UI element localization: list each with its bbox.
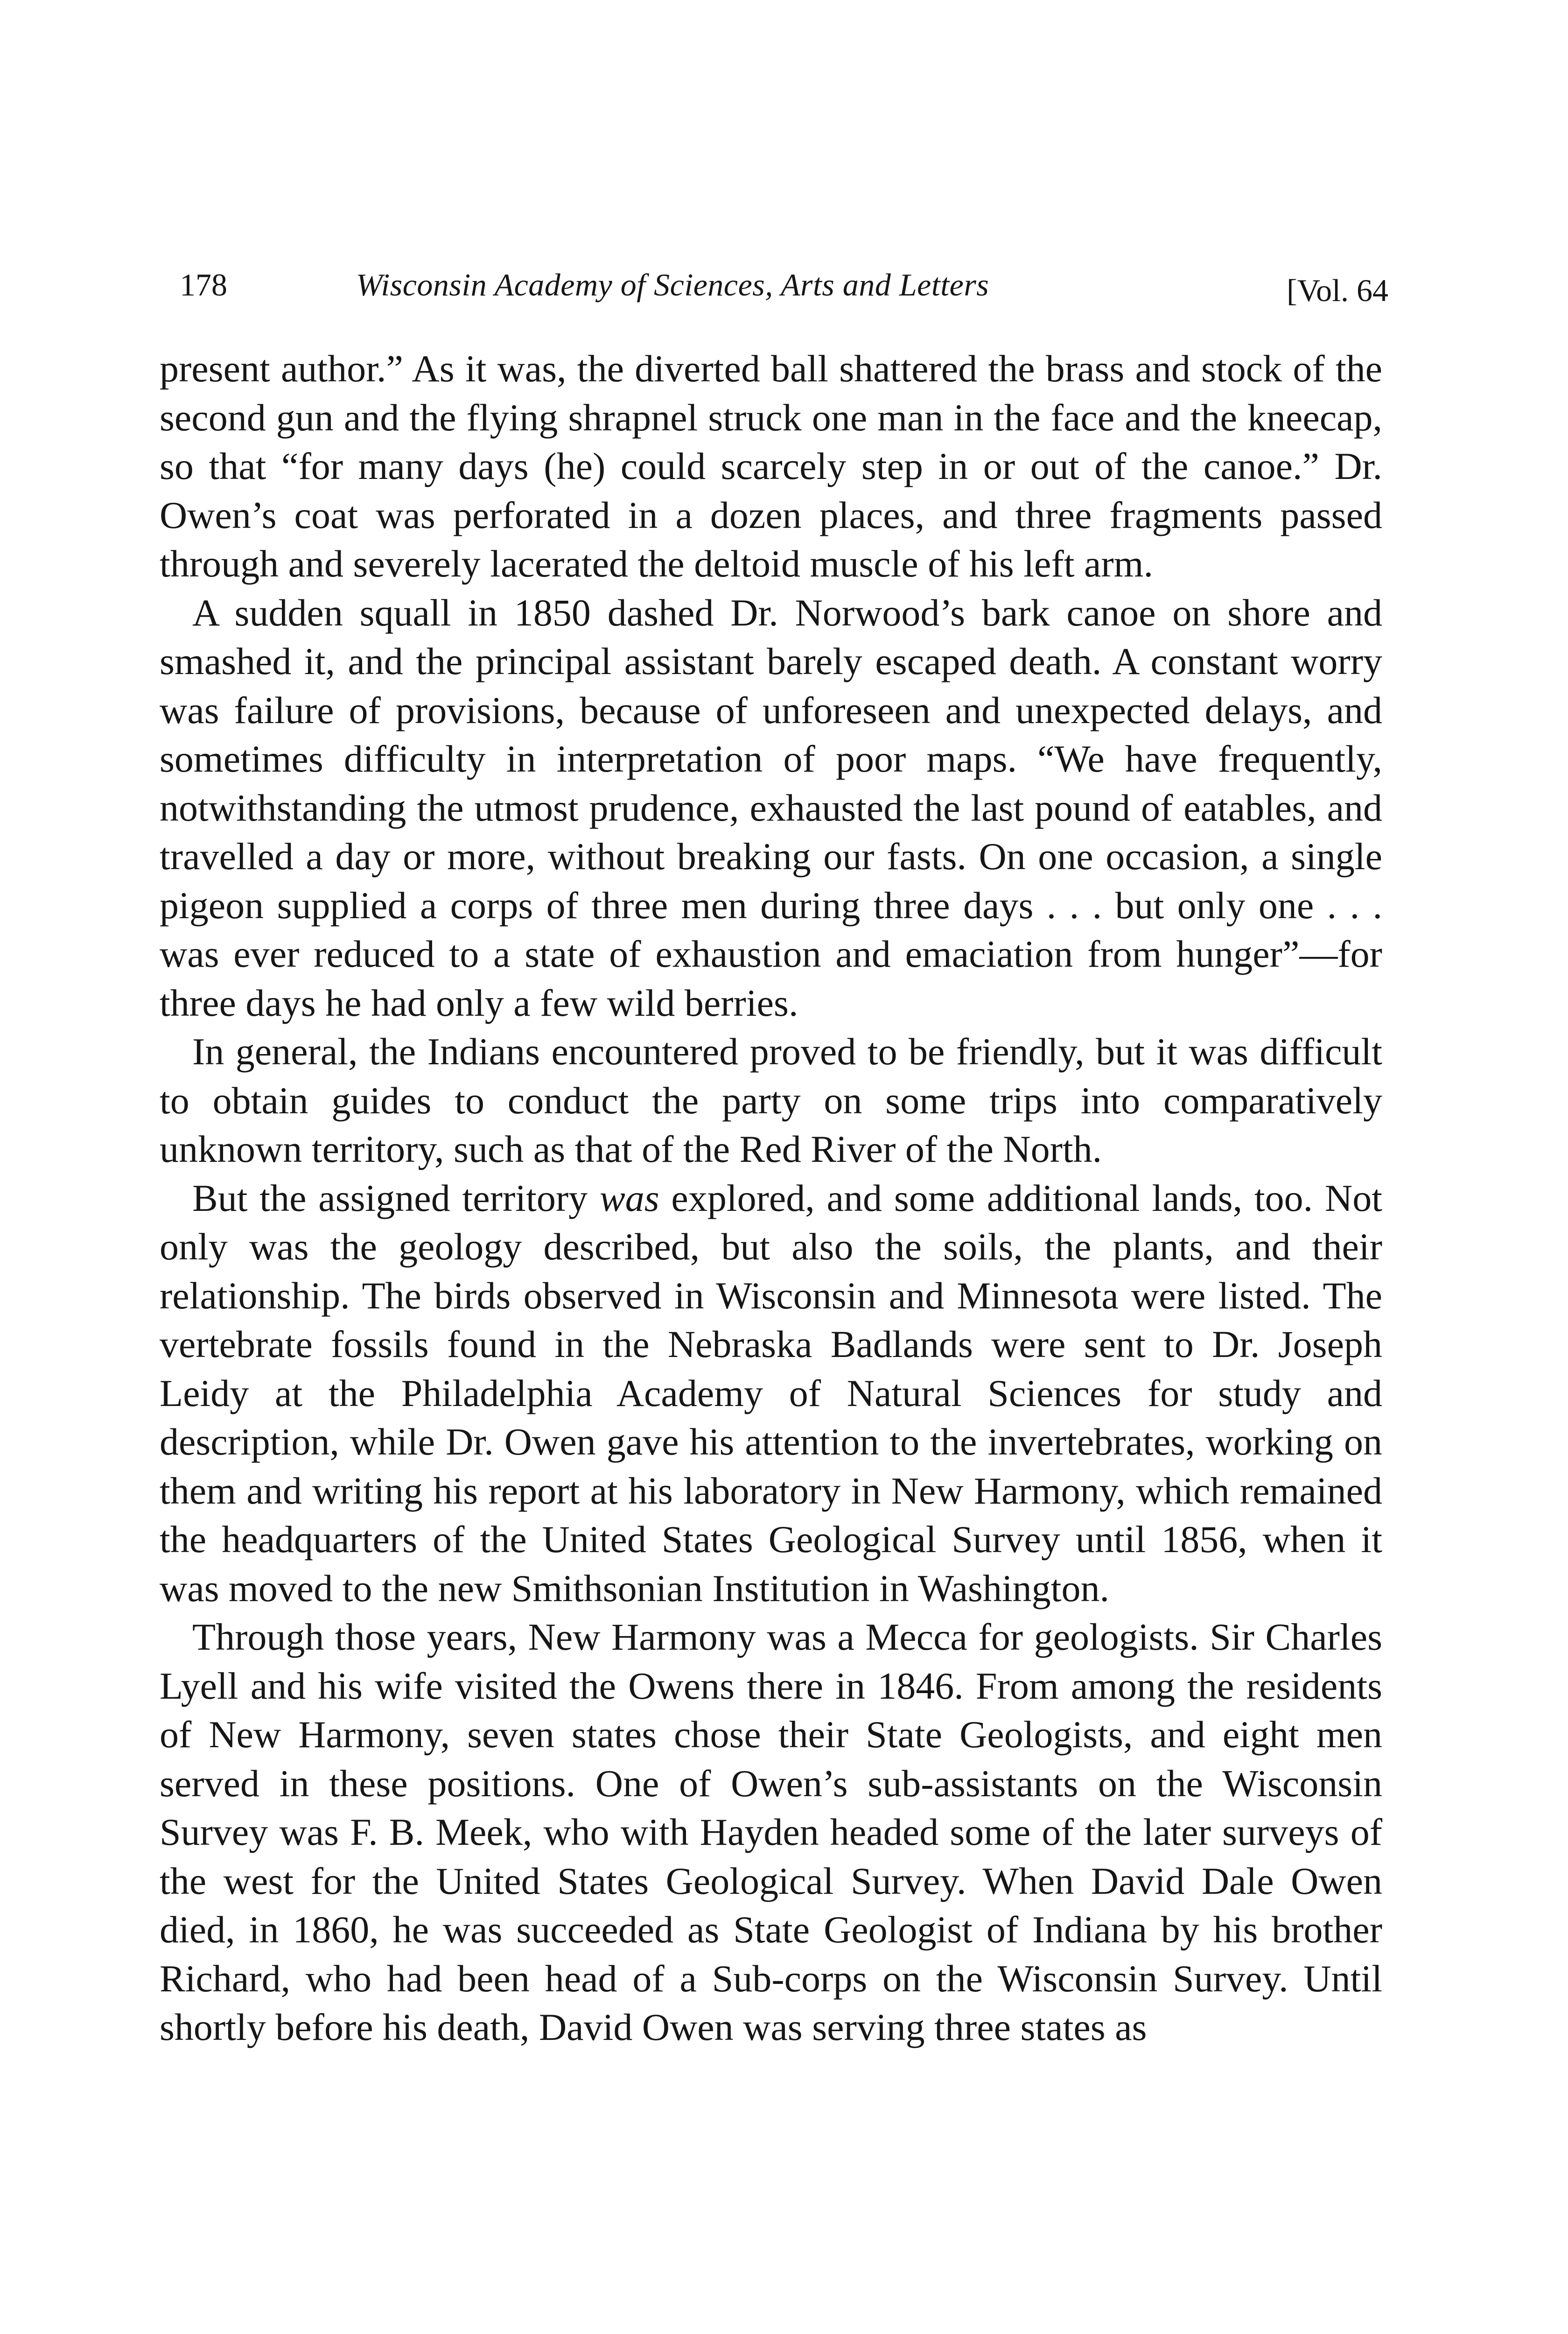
page-number: 178 (180, 267, 227, 302)
paragraph-4 (160, 1174, 1382, 1613)
volume-label: [Vol. 64 (1287, 273, 1388, 308)
paragraph-5: Through those years, New Harmony was a Mecca for geologists. Sir Charles Lyell and his wife visited the Owens there in 1846. From among the residents of New Harmony, seven states chose their State Geologists, and eight men served in these positions. One of Owen’s sub-assistants on the Wisconsin Survey was F. B. Meek, who with Hayden headed some of the later surveys of the west for the United States Geological Survey. When David Dale Owen died, in 1860, he was succeeded as State Geologist of Indiana by his brother Richard, who had been head of a Sub-corps on the Wisconsin Survey. Until shortly before his death, David Owen was serving three states as (160, 1616, 1382, 2048)
paragraph-4-rest: explored, and some additional lands, too. Not only was the geology described, but also the soils, the plants, and their relationship. The birds observed in Wisconsin and Minnesota were listed. The vertebrate fossils found in the Nebraska Badlands were sent to Dr. Joseph Leidy at the Philadelphia Academy of Natural Sciences for study and description, while Dr. Owen gave his attention to the invertebrates, working on them and writing his report at his laboratory in New Harmony, which remained the headquarters of the United States Geological Survey until 1856, when it was moved to the new Smithsonian Institution in Washington. (160, 1176, 1383, 1610)
body-text (160, 344, 1382, 2052)
paragraph-3: In general, the Indians encountered proved to be friendly, but it was difficult to obtain guides to conduct the party on some trips into comparatively unknown territory, such as that of the Red River of the North. (160, 1030, 1382, 1170)
running-head (180, 264, 1388, 306)
journal-title: Wisconsin Academy of Sciences, Arts and Letters (356, 267, 989, 302)
emphasis-was: was (600, 1176, 659, 1219)
paragraph-1: present author.” As it was, the diverted ball shattered the brass and stock of the second gun and the flying shrapnel struck one man in the face and the kneecap, so that “for many days (he) could scarcely step in or out of the canoe.” Dr. Owen’s coat was perforated in a dozen places, and three fragments passed through and severely lacerated the deltoid muscle of his left arm. (160, 347, 1382, 585)
paragraph-2: A sudden squall in 1850 dashed Dr. Norwood’s bark canoe on shore and smashed it, and the principal assistant barely escaped death. A constant worry was failure of provisions, because of unforeseen and unexpected delays, and sometimes difficulty in interpretation of poor maps. “We have frequently, notwithstanding the utmost prudence, exhausted the last pound of eatables, and travelled a day or more, without breaking our fasts. On one occasion, a single pigeon supplied a corps of three men during three days . . . but only one . . . was ever reduced to a state of exhaustion and emaciation from hunger”—for three days he had only a few wild berries. (160, 591, 1382, 1024)
paragraph-4-lead: But the assigned territory (192, 1176, 600, 1219)
